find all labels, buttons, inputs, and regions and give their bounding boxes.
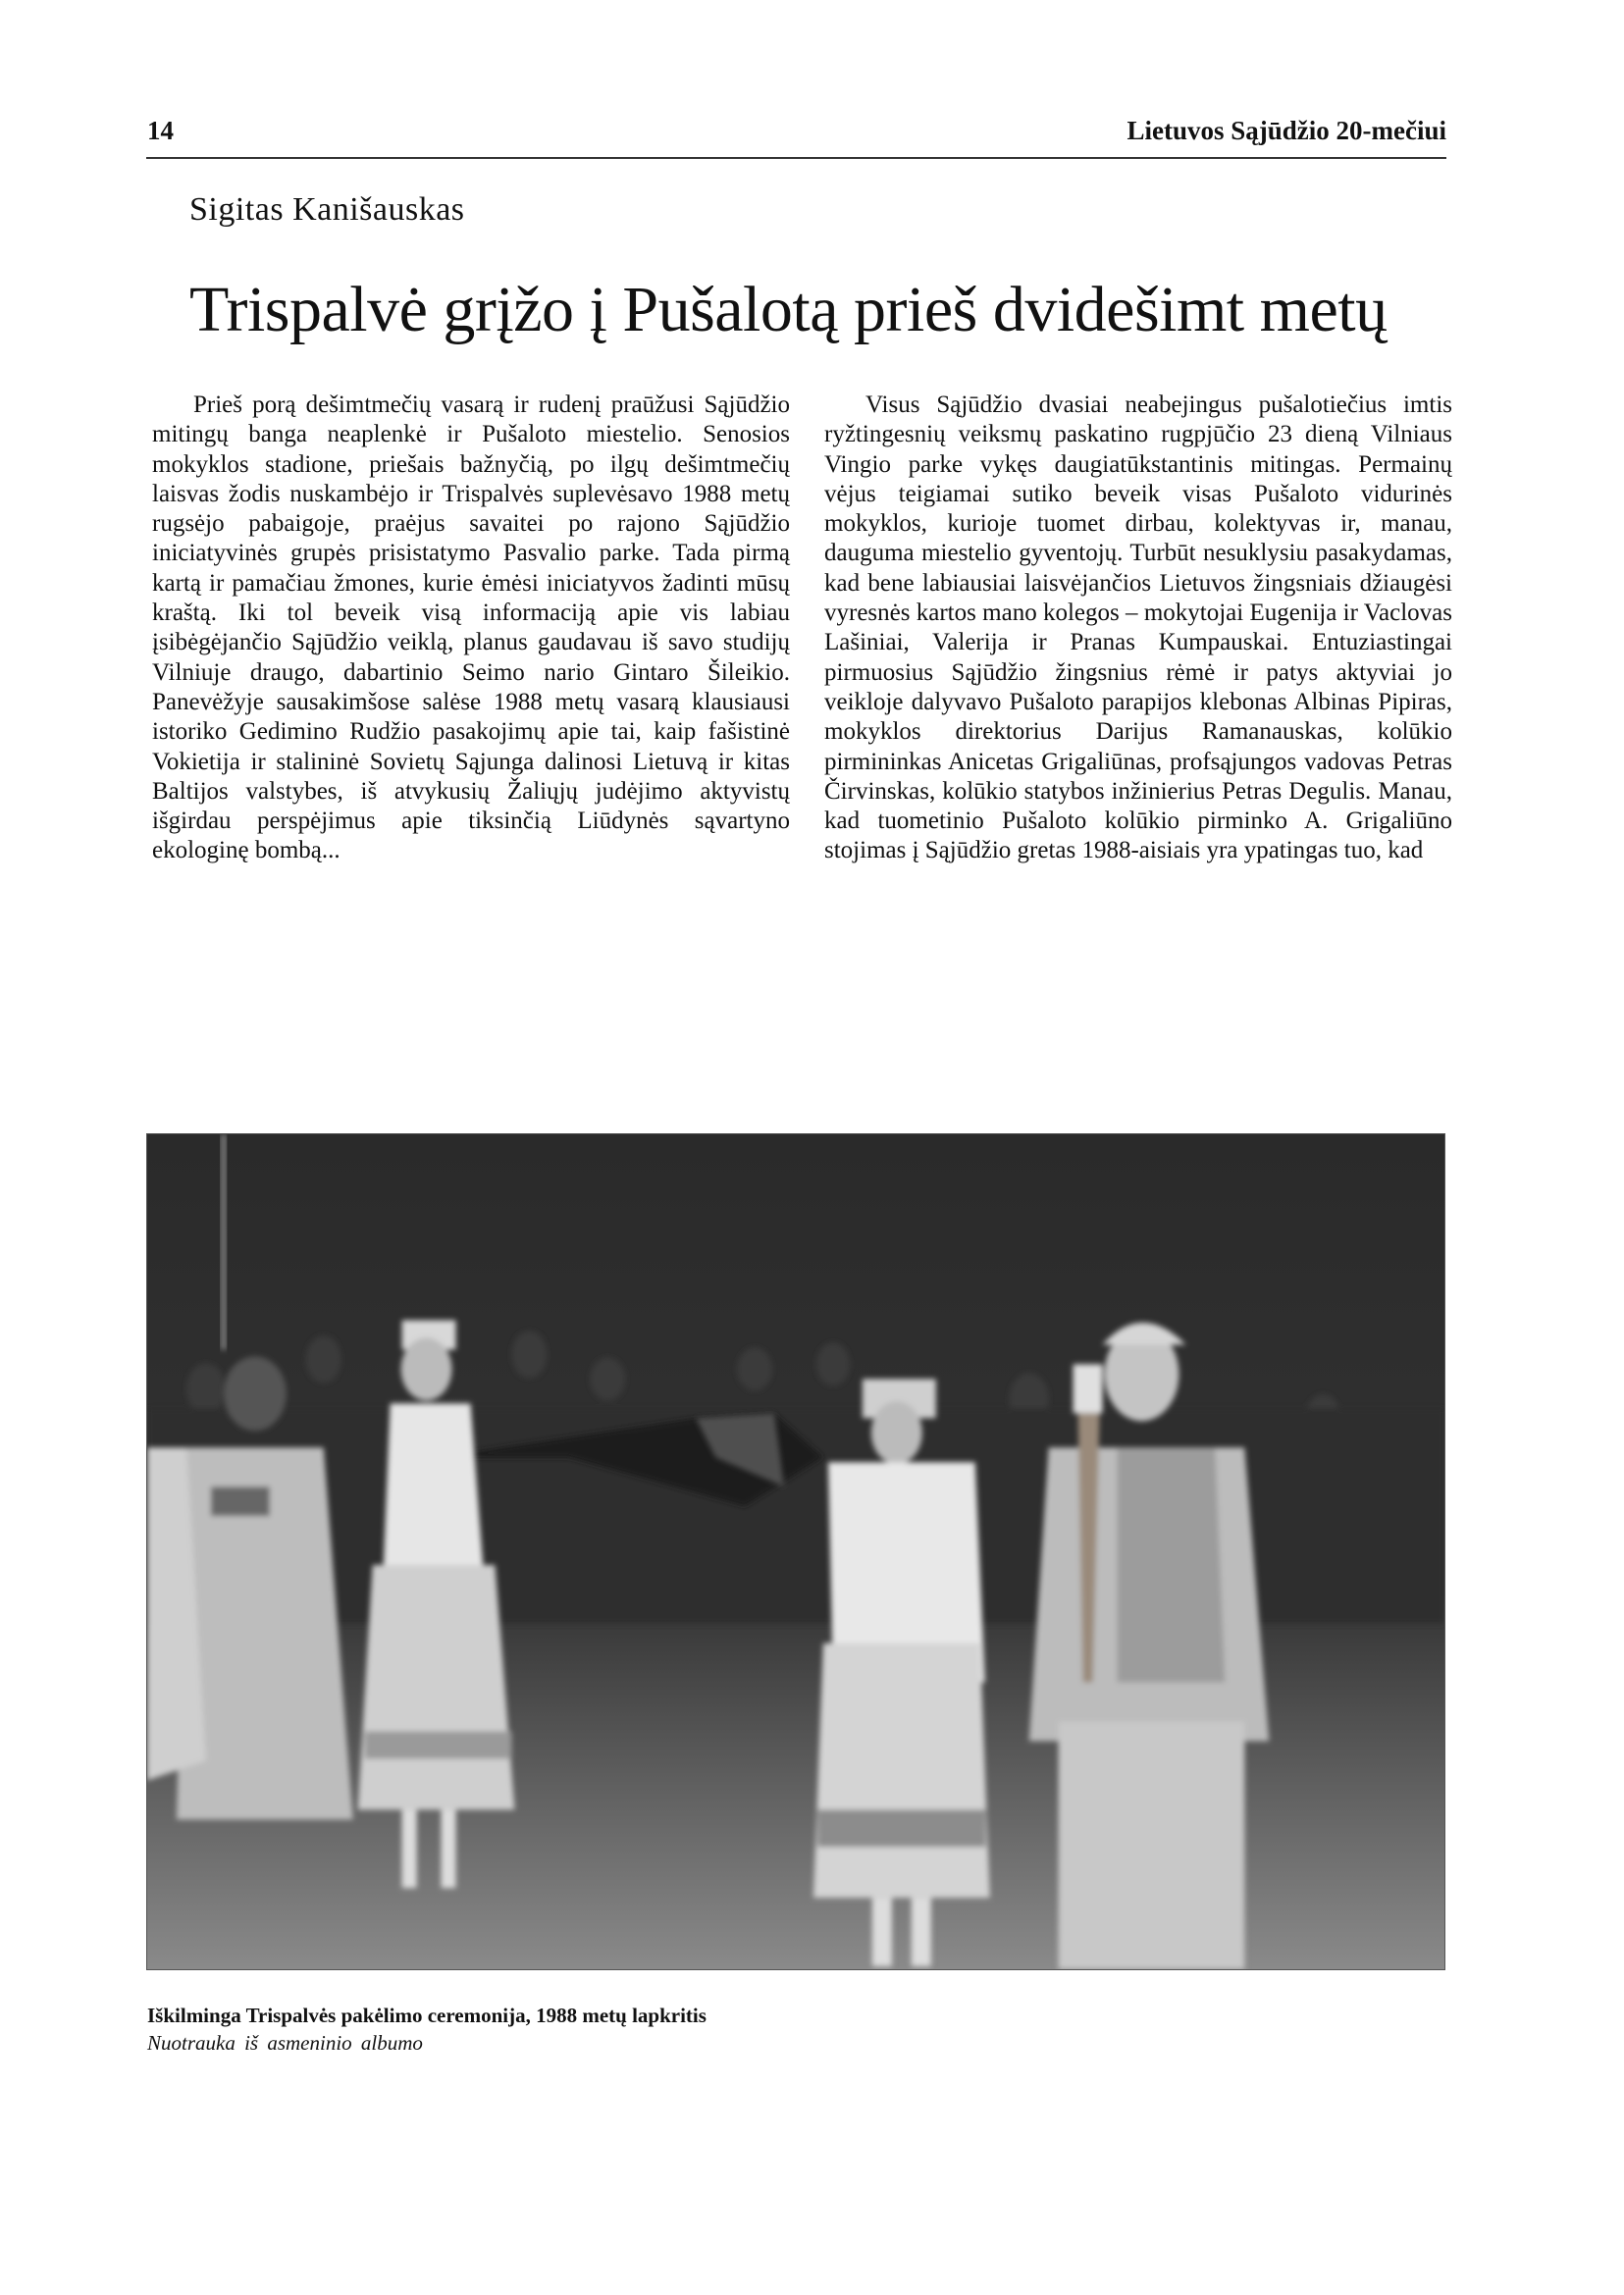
photo-credit: Nuotrauka iš asmeninio albumo	[147, 2031, 423, 2055]
running-title: Lietuvos Sąjūdžio 20-mečiui	[1126, 116, 1446, 145]
article-title: Trispalvė grįžo į Pušalotą prieš dvidešimt metų	[189, 274, 1388, 345]
article-author: Sigitas Kanišauskas	[189, 191, 465, 228]
text-column-left	[152, 391, 790, 866]
figure-caption: Iškilminga Trispalvės pakėlimo ceremonija, 1988 metų lapkritis	[147, 2004, 707, 2027]
page-number: 14	[147, 116, 174, 145]
header-divider	[146, 157, 1446, 159]
ceremony-photo	[146, 1133, 1445, 1970]
body-paragraph: Prieš porą dešimtmečių vasarą ir rudenį praūžusi Sąjūdžio mitingų banga neaplenkė ir Pušaloto miestelio. Senosios mokyklos stadione, priešais bažnyčią, po ilgų dešimtmečių laisvas žodis nuskambėjo ir Trispalvės suplevėsavo 1988 metų rugsėjo pabaigoje, praėjus savaitei po rajono Sąjūdžio iniciatyvinės grupės prisistatymo Pasvalio parke. Tada pirmą kartą ir pamačiau žmones, kurie ėmėsi iniciatyvos žadinti mūsų kraštą. Iki tol beveik visą informaciją apie vis labiau įsibėgėjančio Sąjūdžio veiklą, planus gaudavau iš savo studijų Vilniuje draugo, dabartinio Seimo nario Gintaro Šileikio. Panevėžyje sausakimšose salėse 1988 metų vasarą klausiausi istoriko Gedimino Rudžio pasakojimų apie tai, kaip fašistinė Vokietija ir stalininė Sovietų Sąjunga dalinosi Lietuvą ir kitas Baltijos valstybes, iš atvykusių Žaliųjų judėjimo aktyvistų išgirdau perspėjimus apie tiksinčią Liūdynės sąvartyno ekologinę bombą...	[152, 391, 790, 864]
text-column-right	[824, 391, 1452, 866]
body-paragraph: Visus Sąjūdžio dvasiai neabejingus pušalotiečius imtis ryžtingesnių veiksmų paskatino rugpjūčio 23 dieną Vilniaus Vingio parke vykęs daugiatūkstantinis mitingas. Permainų vėjus teigiamai sutiko beveik visas Pušaloto vidurinės mokyklos, kurioje tuomet dirbau, kolektyvas ir, manau, dauguma miestelio gyventojų. Turbūt nesuklysiu pasakydamas, kad bene labiausiai laisvėjančios Lietuvos žingsniais džiaugėsi vyresnės kartos mano kolegos – mokytojai Eugenija ir Vaclovas Lašiniai, Valerija ir Pranas Kumpauskai. Entuziastingai pirmuosius Sąjūdžio žingsnius rėmė ir patys aktyviai jo veikloje dalyvavo Pušaloto parapijos klebonas Albinas Pipiras, mokyklos direktorius Darijus Ramanauskas, kolūkio pirmininkas Anicetas Grigaliūnas, profsąjungos vadovas Petras Čirvinskas, kolūkio statybos inžinierius Petras Degulis. Manau, kad tuometinio Pušaloto kolūkio pirminko A. Grigaliūno stojimas į Sąjūdžio gretas 1988-aisiais yra ypatingas tuo, kad	[824, 391, 1452, 864]
photo-image-icon	[147, 1134, 1444, 1969]
